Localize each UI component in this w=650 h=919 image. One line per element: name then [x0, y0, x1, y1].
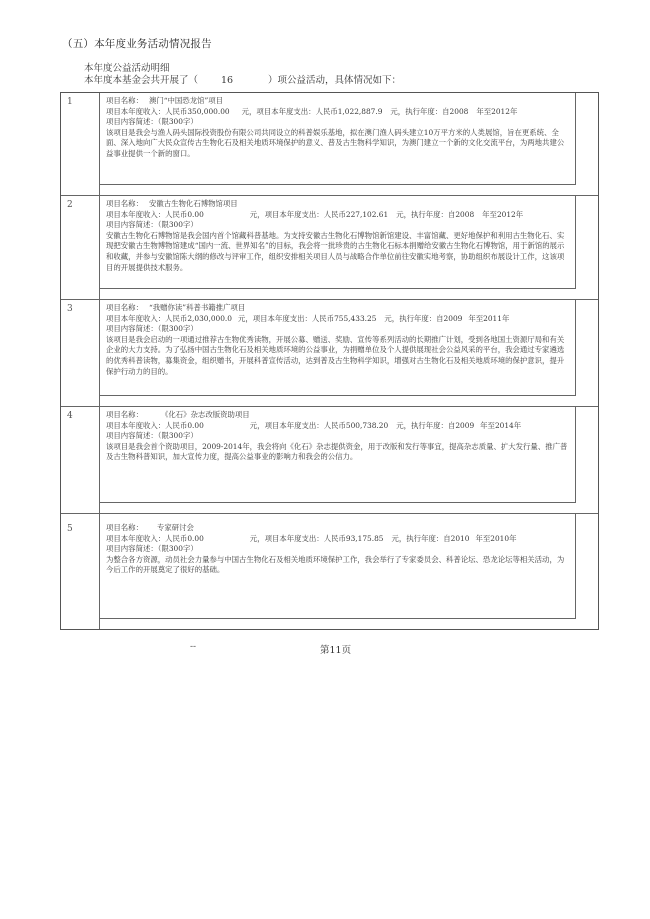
year-to-label: 年至: [475, 533, 491, 543]
year-to-label: 年至: [476, 106, 492, 116]
project-description: 安徽古生物化石博物馆是我会国内首个馆藏科普基地。为支持安徽古生物化石博物馆新馆建设、丰富馆藏、更好地保护和利用古生物化石、实现把安徽古生物博物馆建成“国内一流、世界知名”的目标，我会将一批珍贵的古生物化石标本捐赠给安徽古生物化石博物馆，用于新馆的展示和收藏，并参与安徽馆陈大纲的修改与评审工作，组织安排相关项目人员与战略合作单位前往安徽实地考察，协助组织布展设计工作，这该项目的开展提供技术服务。: [106, 230, 565, 272]
project-box: [100, 300, 576, 396]
project-name-label: 项目名称：: [106, 303, 143, 312]
project-name-label: 项目名称：: [106, 410, 143, 419]
project-number: 5: [67, 524, 73, 534]
project-box: [100, 196, 576, 289]
expense-label: 元，项目本年度支出：: [249, 533, 324, 543]
start-year: 2008: [449, 106, 469, 116]
project-description: 该项目是我会首个资助项目，2009-2014年，我会将向《化石》杂志提供资金，用于改版和发行等事宜，提高杂志质量、扩大发行量、推广普及古生物科普知识，加大宣传力度，提高公益事业的影响力和我会的公信力。: [106, 441, 568, 462]
footer-mark: --: [190, 642, 197, 652]
project-description: 为整合各方资源，动员社会力量参与中国古生物化石及相关地质环境保护工作，我会举行了专家委员会、科普论坛、恐龙论坛等相关活动，为今后工作的开展奠定了很好的基础。: [106, 554, 565, 575]
project-row: [61, 93, 598, 196]
project-number: 3: [67, 304, 73, 314]
exec-year-label: 元，执行年度：自: [396, 420, 456, 430]
year-to-label: 年至: [468, 313, 484, 323]
year-unit: 年: [515, 209, 524, 219]
income-value: 人民币0.00: [165, 533, 204, 543]
content-intro-label: 项目内容简述：: [106, 544, 158, 554]
content-intro-label: 项目内容简述：: [106, 324, 158, 334]
expense-value: 人民币500,738.20: [323, 420, 389, 430]
limit-label: （限300字）: [157, 117, 198, 127]
income-value: 人民币350,000.00: [165, 106, 230, 116]
project-number: 1: [67, 97, 73, 107]
income-label: 项目本年度收入：: [106, 209, 166, 219]
project-box: [100, 93, 576, 185]
income-value: 人民币2,030,000.0: [165, 313, 232, 323]
project-box: [100, 514, 576, 619]
expense-label: 元，项目本年度支出：: [237, 313, 312, 323]
limit-label: （限300字）: [157, 324, 198, 334]
project-name: “我赠你读”科普书籍推广项目: [148, 303, 246, 312]
year-to-label: 年至: [480, 420, 495, 430]
subtitle: 本年度公益活动明细: [84, 63, 170, 74]
income-label: 项目本年度收入：: [106, 313, 166, 323]
project-cell: [99, 407, 598, 513]
income-label: 项目本年度收入：: [106, 420, 166, 430]
intro-suffix: ）项公益活动，具体情况如下：: [268, 75, 402, 86]
end-year: 2012: [496, 209, 516, 219]
income-label: 项目本年度收入：: [106, 106, 166, 116]
exec-year-label: 元，执行年度：自: [391, 533, 451, 543]
start-year: 2010: [450, 533, 470, 543]
intro-prefix: 本年度本基金会共开展了（: [84, 75, 199, 86]
expense-value: 人民币755,433.25: [311, 313, 377, 323]
project-cell: [99, 300, 598, 406]
content-intro-label: 项目内容简述：: [106, 220, 158, 230]
year-unit: 年: [513, 420, 522, 430]
income-label: 项目本年度收入：: [106, 533, 166, 543]
project-name: 《化石》杂志改版资助项目: [160, 410, 250, 419]
limit-label: （限300字）: [157, 220, 198, 230]
project-row: [61, 407, 598, 514]
expense-label: 元，项目本年度支出：: [249, 209, 324, 219]
project-cell: [99, 514, 598, 629]
end-year: 2010: [490, 533, 510, 543]
income-value: 人民币0.00: [165, 209, 204, 219]
project-name: 澳门“中国恐龙馆”项目: [148, 96, 224, 105]
income-value: 人民币0.00: [165, 420, 204, 430]
exec-year-label: 元，执行年度：自: [384, 313, 444, 323]
section-heading: （五）本年度业务活动情况报告: [62, 38, 212, 50]
project-box: [100, 407, 576, 503]
project-cell: [99, 93, 598, 195]
content-intro-label: 项目内容简述：: [106, 431, 158, 441]
year-unit: 年: [509, 533, 517, 543]
expense-value: 人民币93,175.85: [323, 533, 384, 543]
limit-label: （限300字）: [157, 431, 198, 441]
end-year: 2014: [494, 420, 514, 430]
year-unit: 年: [509, 106, 518, 116]
expense-value: 人民币1,022,887.9: [315, 106, 383, 116]
project-row: [61, 196, 598, 300]
project-name-label: 项目名称：: [106, 523, 143, 532]
expense-value: 人民币227,102.61: [323, 209, 389, 219]
year-to-label: 年至: [482, 209, 497, 219]
project-name: 专家研讨会: [156, 523, 194, 532]
project-cell: [99, 196, 598, 299]
content-intro-label: 项目内容简述：: [106, 117, 158, 127]
project-name-label: 项目名称：: [106, 96, 143, 105]
year-unit: 年: [501, 313, 510, 323]
project-number: 2: [67, 200, 73, 210]
expense-label: 元，项目本年度支出：: [241, 106, 316, 116]
limit-label: （限300字）: [157, 544, 198, 554]
project-description: 该项目是我会启动的一项通过推荐古生物优秀读物，开展公募、赠送、奖励、宣传等系列活动的长期推广计划，受到各地国土资源厅局和有关企业的大力支持。为了弘扬中国古生物化石及相关地质环境的公益事业，为捐赠单位及个人提供展现社会公益风采的平台，我会通过专家遴选的优秀科普读物，募集资金，组织赠书，开展科普宣传活动，达到普及古生物科学知识，增强对古生物化石及相关地质环境的保护意识，提升保护行动力的目的。: [106, 334, 565, 376]
exec-year-label: 元，执行年度：自: [390, 106, 450, 116]
activity-count: 16: [220, 75, 234, 86]
project-number: 4: [67, 411, 73, 421]
start-year: 2009: [455, 420, 475, 430]
page-number: 第11页: [320, 645, 352, 656]
end-year: 2012: [491, 106, 510, 116]
end-year: 2011: [483, 313, 502, 323]
project-description: 该项目是我会与渔人码头国际投资股份有限公司共同设立的科普娱乐基地，拟在澳门渔人码头建立10万平方米的人类展馆，旨在更系统、全面、深入地向广大民众宣传古生物化石及相关地质环境保护的意义、普及古生物科学知识，为澳门建立一个新的文化交流平台，为两地共建公益事业提供一个新的窗口。: [106, 127, 565, 158]
projects-table: [60, 92, 599, 630]
project-name: 安徽古生物化石博物馆项目: [148, 199, 238, 208]
intro-line: [84, 72, 401, 86]
project-row: [61, 300, 598, 407]
project-name-label: 项目名称：: [106, 199, 143, 208]
start-year: 2008: [455, 209, 475, 219]
start-year: 2009: [443, 313, 463, 323]
exec-year-label: 元，执行年度：自: [396, 209, 456, 219]
expense-label: 元，项目本年度支出：: [249, 420, 324, 430]
project-row: [61, 514, 598, 629]
